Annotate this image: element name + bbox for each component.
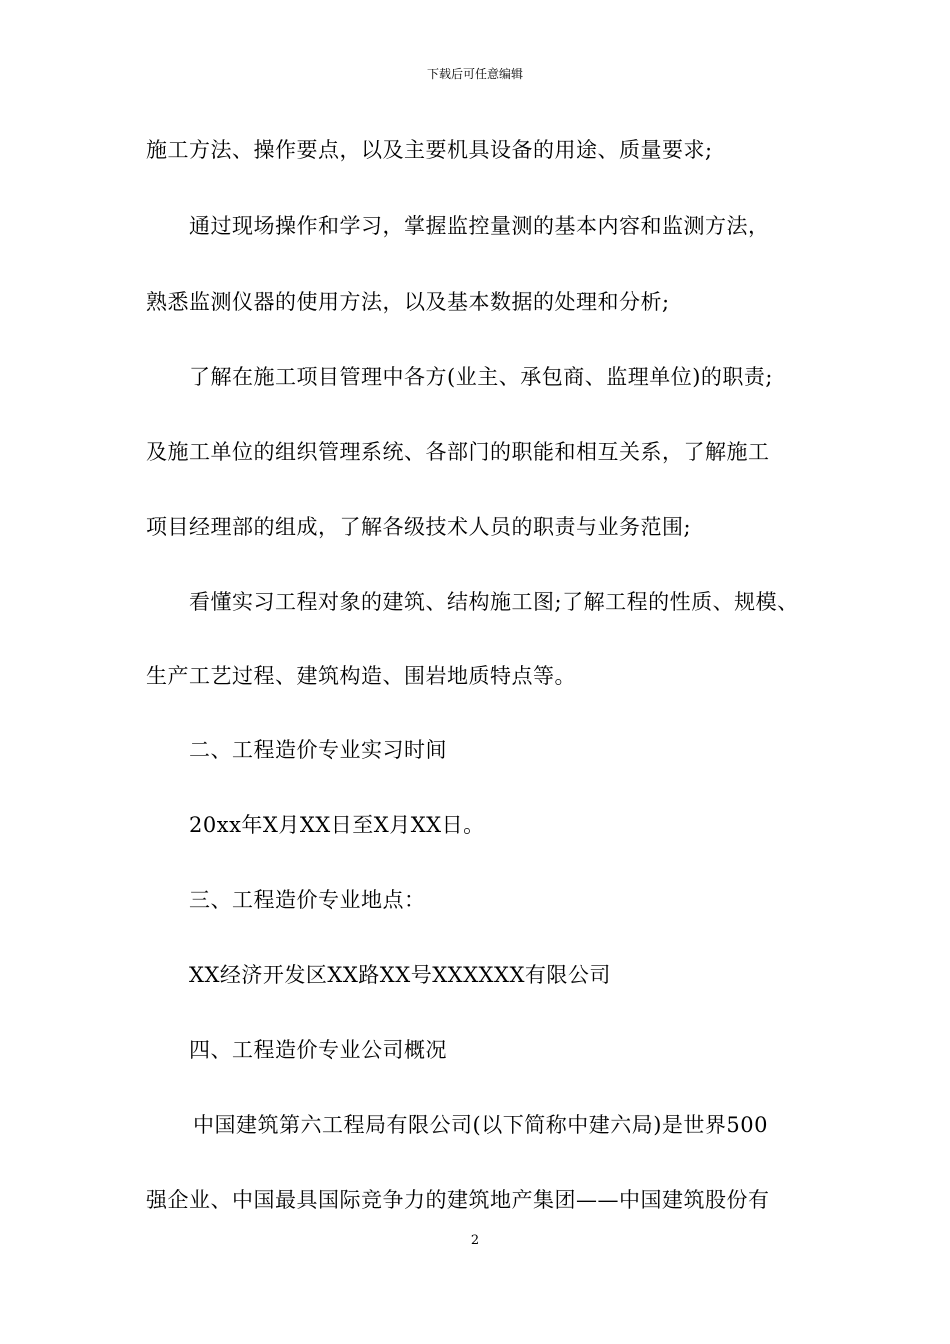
page-number: 2 xyxy=(470,1233,480,1248)
body-line-company-1: 中国建筑第六工程局有限公司(以下简称中建六局)是世界500 xyxy=(193,1113,768,1137)
body-line-company-2: 强企业、中国最具国际竞争力的建筑地产集团——中国建筑股份有 xyxy=(146,1188,770,1212)
body-line-6: 项目经理部的组成，了解各级技术人员的职责与业务范围; xyxy=(146,515,692,539)
body-line-5: 及施工单位的组织管理系统、各部门的职能和相互关系，了解施工 xyxy=(146,440,770,464)
body-line-2: 通过现场操作和学习，掌握监控量测的基本内容和监测方法， xyxy=(189,214,770,238)
page-header: 下载后可任意编辑 xyxy=(426,67,523,81)
section-heading-2: 二、工程造价专业实习时间 xyxy=(189,738,447,762)
section-heading-4: 四、工程造价专业公司概况 xyxy=(189,1038,447,1062)
body-line-1: 施工方法、操作要点，以及主要机具设备的用途、质量要求; xyxy=(146,138,713,162)
internship-dates: 20xx年X月XX日至X月XX日。 xyxy=(189,813,485,837)
body-line-8: 生产工艺过程、建筑构造、围岩地质特点等。 xyxy=(146,664,576,688)
internship-location: XX经济开发区XX路XX号XXXXXX有限公司 xyxy=(189,963,611,987)
body-line-7: 看懂实习工程对象的建筑、结构施工图;了解工程的性质、规模、 xyxy=(189,590,799,614)
body-line-4: 了解在施工项目管理中各方(业主、承包商、监理单位)的职责; xyxy=(189,365,773,389)
body-line-3: 熟悉监测仪器的使用方法，以及基本数据的处理和分析; xyxy=(146,290,670,314)
section-heading-3: 三、工程造价专业地点： xyxy=(189,888,426,912)
